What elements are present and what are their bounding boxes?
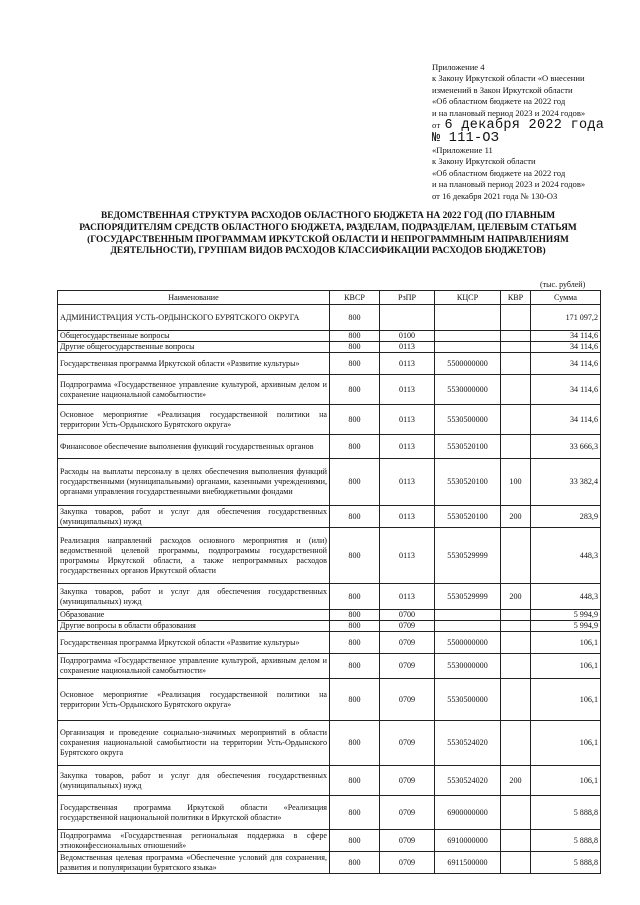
- row-kcsr: 5530524020: [435, 721, 501, 766]
- row-kvsr: 800: [330, 766, 380, 796]
- header-kvsr: КВСР: [330, 291, 380, 305]
- expenditure-table: [57, 290, 601, 874]
- table-row: [58, 830, 601, 852]
- row-sum: 33 666,3: [531, 435, 601, 459]
- row-rzpr: 0113: [380, 459, 435, 506]
- annex-top-line: «Об областном бюджете на 2022 год: [432, 96, 566, 107]
- row-kvsr: 800: [330, 506, 380, 528]
- row-name: Государственная программа Иркутской области «Развитие культуры»: [58, 632, 330, 654]
- row-sum: 34 114,6: [531, 405, 601, 435]
- row-kvsr: 800: [330, 679, 380, 721]
- table-row: [58, 721, 601, 766]
- row-kvr: 200: [501, 506, 531, 528]
- row-name: Закупка товаров, работ и услуг для обеспечения государственных (муниципальных) нужд: [58, 506, 330, 528]
- row-sum: 5 994,9: [531, 621, 601, 632]
- row-name: Государственная программа Иркутской области «Реализация государственной национальной политики в Иркутской области»: [58, 796, 330, 830]
- date-prefix: от: [432, 120, 441, 131]
- row-kvr: [501, 852, 531, 874]
- document-title: ВЕДОМСТВЕННАЯ СТРУКТУРА РАСХОДОВ ОБЛАСТНОГО БЮДЖЕТА НА 2022 ГОД (ПО ГЛАВНЫМ РАСПОРЯДИТЕЛЯМ СРЕДСТВ ОБЛАСТНОГО БЮДЖЕТА, РАЗДЕЛАМ, ПОДРАЗДЕЛАМ, ЦЕЛЕВЫМ СТАТЬЯМ (ГОСУДАРСТВЕННЫМ ПРОГРАММАМ ИРКУТСКОЙ ОБЛАСТИ И НЕПРОГРАММНЫМ НАПРАВЛЕНИЯМ ДЕЯТЕЛЬНОСТИ), ГРУППАМ ВИДОВ РАСХОДОВ КЛАССИФИКАЦИИ РАСХОДОВ БЮДЖЕТОВ): [79, 211, 577, 257]
- row-kvsr: 800: [330, 621, 380, 632]
- row-sum: 106,1: [531, 654, 601, 679]
- row-kcsr: 5530529999: [435, 528, 501, 584]
- row-kvr: [501, 679, 531, 721]
- row-sum: 34 114,6: [531, 375, 601, 405]
- row-rzpr: 0700: [380, 610, 435, 621]
- row-sum: 5 888,8: [531, 796, 601, 830]
- table-row: [58, 654, 601, 679]
- row-rzpr: 0113: [380, 342, 435, 353]
- row-name: Основное мероприятие «Реализация государственной политики на территории Усть-Ордынского Бурятского округа»: [58, 405, 330, 435]
- row-kvr: [501, 353, 531, 375]
- table-row: [58, 621, 601, 632]
- table-row: [58, 375, 601, 405]
- row-name: Другие вопросы в области образования: [58, 621, 330, 632]
- header-rzpr: РзПР: [380, 291, 435, 305]
- row-rzpr: 0709: [380, 852, 435, 874]
- table-row: [58, 342, 601, 353]
- row-sum: 34 114,6: [531, 353, 601, 375]
- row-kvsr: 800: [330, 610, 380, 621]
- annex-top-line: изменений в Закон Иркутской области: [432, 84, 573, 95]
- annex-bottom-line: «Приложение 11: [432, 145, 493, 156]
- row-name: Подпрограмма «Государственное управление культурой, архивным делом и сохранение национальной самобытности»: [58, 375, 330, 405]
- row-sum: 448,3: [531, 528, 601, 584]
- table-row: [58, 459, 601, 506]
- row-name: Общегосударственные вопросы: [58, 331, 330, 342]
- row-rzpr: 0113: [380, 506, 435, 528]
- row-kvr: 100: [501, 459, 531, 506]
- row-name: Закупка товаров, работ и услуг для обеспечения государственных (муниципальных) нужд: [58, 766, 330, 796]
- row-kvsr: 800: [330, 435, 380, 459]
- row-kvsr: 800: [330, 852, 380, 874]
- row-rzpr: 0113: [380, 405, 435, 435]
- row-rzpr: 0709: [380, 621, 435, 632]
- row-kvsr: 800: [330, 632, 380, 654]
- row-rzpr: 0709: [380, 632, 435, 654]
- table-row: [58, 331, 601, 342]
- row-kvr: [501, 654, 531, 679]
- row-kvr: [501, 610, 531, 621]
- units-label: (тыс. рублей): [540, 280, 586, 289]
- row-rzpr: 0113: [380, 584, 435, 610]
- row-rzpr: 0709: [380, 654, 435, 679]
- row-kvsr: 800: [330, 584, 380, 610]
- row-kvsr: 800: [330, 375, 380, 405]
- row-name: Основное мероприятие «Реализация государственной политики на территории Усть-Ордынского Бурятского округа»: [58, 679, 330, 721]
- row-kvr: [501, 621, 531, 632]
- row-kvr: [501, 528, 531, 584]
- table-row: [58, 405, 601, 435]
- row-kvr: [501, 375, 531, 405]
- row-rzpr: 0113: [380, 375, 435, 405]
- row-kcsr: 5530000000: [435, 654, 501, 679]
- row-name: Организация и проведение социально-значимых мероприятий в области сохранения национальной самобытности на территории Усть-Ордынского Бурятского округа: [58, 721, 330, 766]
- table-row: [58, 766, 601, 796]
- header-kcsr: КЦСР: [435, 291, 501, 305]
- row-kcsr: 6900000000: [435, 796, 501, 830]
- table-row: [58, 632, 601, 654]
- header-kvr: КВР: [501, 291, 531, 305]
- row-name: Подпрограмма «Государственная региональная поддержка в сфере этноконфессиональных отношений»: [58, 830, 330, 852]
- row-kcsr: 5500000000: [435, 632, 501, 654]
- row-kvr: [501, 796, 531, 830]
- annex-bottom-line: к Закону Иркутской области: [432, 156, 536, 167]
- row-name: Подпрограмма «Государственное управление культурой, архивным делом и сохранение национальной самобытности»: [58, 654, 330, 679]
- table-header-row: [58, 291, 601, 305]
- row-kcsr: [435, 610, 501, 621]
- table-row: [58, 528, 601, 584]
- row-kcsr: 5530500000: [435, 679, 501, 721]
- table-row: [58, 796, 601, 830]
- row-sum: 106,1: [531, 766, 601, 796]
- table-row: [58, 435, 601, 459]
- row-kcsr: [435, 621, 501, 632]
- header-sum: Сумма: [531, 291, 601, 305]
- row-rzpr: 0113: [380, 435, 435, 459]
- number-stamp: № 111-ОЗ: [432, 131, 500, 147]
- annex-bottom-line: от 16 декабря 2021 года № 130-ОЗ: [432, 190, 558, 201]
- row-name: АДМИНИСТРАЦИЯ УСТЬ-ОРДЫНСКОГО БУРЯТСКОГО ОКРУГА: [58, 305, 330, 331]
- row-sum: 106,1: [531, 721, 601, 766]
- row-kvr: [501, 830, 531, 852]
- table-row: [58, 610, 601, 621]
- row-name: Расходы на выплаты персоналу в целях обеспечения выполнения функций государственными (муниципальными) органами, казенными учреждениями, органами управления государственными внебюджетными фондами: [58, 459, 330, 506]
- row-kcsr: 6910000000: [435, 830, 501, 852]
- row-kcsr: 5500000000: [435, 353, 501, 375]
- row-sum: 34 114,6: [531, 331, 601, 342]
- row-rzpr: 0100: [380, 331, 435, 342]
- row-kcsr: 5530529999: [435, 584, 501, 610]
- row-sum: 5 888,8: [531, 830, 601, 852]
- header-name: Наименование: [58, 291, 330, 305]
- row-rzpr: 0113: [380, 353, 435, 375]
- row-rzpr: 0709: [380, 830, 435, 852]
- table-row: [58, 852, 601, 874]
- row-kvsr: 800: [330, 459, 380, 506]
- row-sum: 33 382,4: [531, 459, 601, 506]
- row-rzpr: 0709: [380, 766, 435, 796]
- row-kcsr: 5530520100: [435, 435, 501, 459]
- row-kcsr: [435, 331, 501, 342]
- table-row: [58, 353, 601, 375]
- table-row: [58, 679, 601, 721]
- row-kvr: [501, 331, 531, 342]
- row-kvr: [501, 721, 531, 766]
- annex-block: [432, 62, 632, 202]
- row-rzpr: 0709: [380, 721, 435, 766]
- row-name: Закупка товаров, работ и услуг для обеспечения государственных (муниципальных) нужд: [58, 584, 330, 610]
- row-kvsr: 800: [330, 331, 380, 342]
- date-stamp-text: 6 декабря 2022 года: [444, 118, 605, 134]
- annex-top-line: к Закону Иркутской области «О внесении: [432, 73, 585, 84]
- row-kvsr: 800: [330, 353, 380, 375]
- annex-top-line: и на плановый период 2023 и 2024 годов»: [432, 107, 586, 118]
- row-kvr: [501, 435, 531, 459]
- row-kcsr: 5530524020: [435, 766, 501, 796]
- row-name: Государственная программа Иркутской области «Развитие культуры»: [58, 353, 330, 375]
- row-name: Реализация направлений расходов основного мероприятия и (или) ведомственной целевой программы, подпрограммы государственной программы Иркутской области, а также непрограммных расходов государственных органов Иркутской области: [58, 528, 330, 584]
- row-sum: 5 888,8: [531, 852, 601, 874]
- row-kvr: [501, 305, 531, 331]
- row-kcsr: 5530000000: [435, 375, 501, 405]
- row-rzpr: 0709: [380, 796, 435, 830]
- row-rzpr: [380, 305, 435, 331]
- row-sum: 448,3: [531, 584, 601, 610]
- row-kcsr: [435, 342, 501, 353]
- row-sum: 106,1: [531, 679, 601, 721]
- row-name: Ведомственная целевая программа «Обеспечение условий для сохранения, развития и популяризации бурятского языка»: [58, 852, 330, 874]
- row-kvsr: 800: [330, 721, 380, 766]
- row-kvr: 200: [501, 766, 531, 796]
- row-kcsr: 5530520100: [435, 459, 501, 506]
- row-kvsr: 800: [330, 305, 380, 331]
- row-sum: 5 994,9: [531, 610, 601, 621]
- row-kvsr: 800: [330, 796, 380, 830]
- annex-bottom-line: и на плановый период 2023 и 2024 годов»: [432, 179, 586, 190]
- table-row: [58, 305, 601, 331]
- row-kcsr: 5530520100: [435, 506, 501, 528]
- row-sum: 106,1: [531, 632, 601, 654]
- annex-top-line: Приложение 4: [432, 62, 485, 72]
- annex-bottom-line: «Об областном бюджете на 2022 год: [432, 167, 566, 178]
- row-kcsr: 5530500000: [435, 405, 501, 435]
- row-kvsr: 800: [330, 830, 380, 852]
- row-kvsr: 800: [330, 528, 380, 584]
- row-kcsr: 6911500000: [435, 852, 501, 874]
- row-kvsr: 800: [330, 405, 380, 435]
- row-rzpr: 0113: [380, 528, 435, 584]
- row-kvsr: 800: [330, 654, 380, 679]
- row-kvsr: 800: [330, 342, 380, 353]
- row-kvr: [501, 632, 531, 654]
- row-name: Другие общегосударственные вопросы: [58, 342, 330, 353]
- row-kvr: [501, 405, 531, 435]
- row-rzpr: 0709: [380, 679, 435, 721]
- row-sum: 34 114,6: [531, 342, 601, 353]
- row-sum: 171 097,2: [531, 305, 601, 331]
- row-kvr: 200: [501, 584, 531, 610]
- row-sum: 283,9: [531, 506, 601, 528]
- row-kcsr: [435, 305, 501, 331]
- row-kvr: [501, 342, 531, 353]
- row-name: Образование: [58, 610, 330, 621]
- table-row: [58, 584, 601, 610]
- row-name: Финансовое обеспечение выполнения функций государственных органов: [58, 435, 330, 459]
- table-row: [58, 506, 601, 528]
